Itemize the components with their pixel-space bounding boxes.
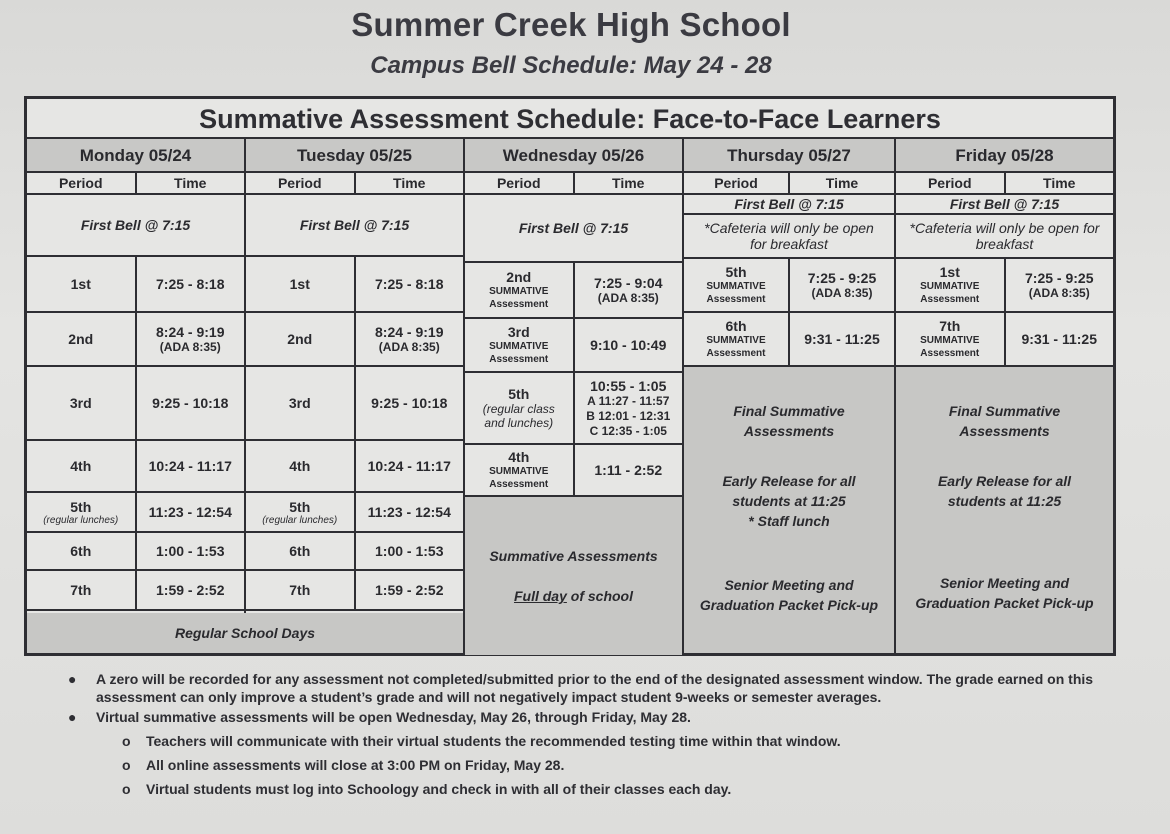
table-row (246, 533, 463, 571)
tuesday-column (246, 139, 465, 653)
notes-section (68, 670, 1096, 798)
period-header: Period (465, 173, 575, 193)
period-cell (684, 259, 790, 311)
first-bell: First Bell @ 7:15 (684, 195, 894, 215)
time-header: Time (825, 175, 859, 191)
period-cell (465, 263, 575, 317)
period-subtext: and lunches) (484, 416, 554, 430)
time-value: 10:55 - 1:05 (590, 377, 667, 394)
table-row (246, 571, 463, 611)
senior-meeting: Senior Meeting and Graduation Packet Pick-up (699, 577, 879, 613)
table-row (27, 313, 244, 367)
time-header: Time (1043, 175, 1076, 191)
period-cell: 1st (246, 257, 356, 311)
ada-note: (ADA 8:35) (811, 286, 873, 300)
period-subtext: SUMMATIVE (706, 281, 766, 292)
period-cell: 1st (27, 257, 137, 311)
time-cell: 7:25 - 8:18 (156, 276, 225, 292)
school-title: Summer Creek High School (351, 6, 791, 43)
period-subtext: SUMMATIVE (706, 335, 766, 346)
time-cell (1006, 259, 1114, 311)
first-bell: First Bell @ 7:15 (465, 195, 682, 263)
table-row (465, 319, 682, 373)
time-value: 7:25 - 9:25 (1025, 270, 1094, 286)
full-day-rest: of school (566, 588, 634, 604)
period-subtext: Assessment (706, 348, 766, 359)
table-row (246, 367, 463, 441)
period-cell: 2nd (27, 313, 137, 365)
period-subtext: SUMMATIVE (489, 286, 549, 297)
period-subtext: Assessment (489, 479, 549, 490)
bullet-icon: ● (68, 709, 77, 725)
day-header: Wednesday 05/26 (465, 139, 682, 173)
cafeteria-note: *Cafeteria will only be open for breakfast (896, 215, 1113, 259)
ada-note: (ADA 8:35) (1028, 286, 1090, 300)
time-cell (356, 313, 464, 365)
time-cell: 9:31 - 11:25 (1021, 331, 1097, 347)
time-cell: 10:24 - 11:17 (367, 458, 451, 474)
table-row (27, 257, 244, 313)
friday-column (896, 139, 1113, 653)
period-subtext: (regular lunches) (43, 514, 119, 526)
period-subtext: Assessment (920, 294, 980, 305)
early-release: Early Release for all students at 11:25 (937, 473, 1072, 509)
subnote-text: Virtual students must log into Schoology and check in with all of their classes each day. (146, 781, 732, 797)
period-cell (896, 313, 1006, 365)
time-cell: 1:11 - 2:52 (594, 462, 663, 478)
period-subtext: SUMMATIVE (489, 466, 549, 477)
time-cell: 9:25 - 10:18 (152, 395, 229, 411)
table-row (27, 367, 244, 441)
period-cell (684, 313, 790, 365)
period-cell (465, 319, 575, 371)
period-subtext: (regular lunches) (262, 514, 338, 526)
time-header: Time (174, 175, 207, 191)
period-cell: 7th (27, 571, 137, 609)
final-assessments: Final Summative Assessments (948, 403, 1061, 439)
circle-bullet-icon: o (122, 757, 131, 773)
time-header: Time (612, 175, 645, 191)
period-header: Period (246, 173, 356, 193)
period-cell (27, 493, 137, 531)
period-value: 4th (508, 449, 530, 465)
table-row (27, 441, 244, 493)
table-row (896, 259, 1113, 313)
day-header: Tuesday 05/25 (246, 139, 463, 173)
senior-meeting: Senior Meeting and Graduation Packet Pick-up (915, 575, 1094, 611)
column-headers (684, 173, 894, 195)
period-subtext: Assessment (489, 354, 549, 365)
time-cell (790, 259, 894, 311)
circle-bullet-icon: o (122, 733, 131, 749)
note-item (68, 670, 1096, 706)
early-release: Early Release for all students at 11:25 (722, 473, 856, 509)
period-cell: 2nd (246, 313, 356, 365)
time-cell: 9:31 - 11:25 (804, 331, 880, 347)
final-assessments: Final Summative Assessments (733, 403, 845, 439)
first-bell: First Bell @ 7:15 (896, 195, 1113, 215)
period-value: 5th (508, 386, 530, 402)
time-cell: 7:25 - 8:18 (375, 276, 444, 292)
time-cell: 10:24 - 11:17 (148, 458, 232, 474)
period-cell (465, 445, 575, 495)
table-row (684, 259, 894, 313)
period-value: 1st (939, 264, 960, 280)
period-cell (246, 493, 356, 531)
lunch-a: A 11:27 - 11:57 (587, 393, 670, 408)
staff-lunch: * Staff lunch (748, 513, 830, 529)
subnote-item (76, 756, 1096, 774)
time-value: 7:25 - 9:25 (807, 270, 877, 286)
bullet-icon: ● (68, 671, 77, 687)
table-row (465, 263, 682, 319)
period-header: Period (684, 173, 790, 193)
table-row (465, 445, 682, 497)
period-value: 3rd (507, 324, 530, 340)
subnote-text: All online assessments will close at 3:00 PM on Friday, May 28. (146, 757, 565, 773)
full-day-label (514, 588, 633, 604)
circle-bullet-icon: o (122, 781, 131, 797)
period-value: 5th (289, 498, 311, 515)
period-value: 5th (70, 498, 92, 515)
ada-note: (ADA 8:35) (597, 291, 659, 305)
time-cell (575, 373, 683, 443)
ada-note: (ADA 8:35) (159, 340, 221, 354)
wednesday-column (465, 139, 684, 653)
period-cell: 4th (27, 441, 137, 491)
monday-column (27, 139, 246, 653)
period-subtext: SUMMATIVE (489, 341, 549, 352)
column-headers (465, 173, 682, 195)
note-text: A zero will be recorded for any assessment not completed/submitted prior to the end of the designated assessment window. The grade earned on this assessment can only improve a student’s grade and will not negatively impact student 9-weeks or semester averages. (96, 671, 1094, 705)
time-value: 8:24 - 9:19 (375, 324, 444, 340)
time-cell: 1:00 - 1:53 (375, 543, 444, 559)
time-header: Time (393, 175, 426, 191)
table-row (246, 257, 463, 313)
period-cell (896, 259, 1006, 311)
period-subtext: SUMMATIVE (920, 335, 980, 346)
lunch-c: C 12:35 - 1:05 (589, 423, 667, 438)
period-subtext: Assessment (489, 299, 549, 310)
time-cell: 9:25 - 10:18 (371, 395, 448, 411)
period-subtext: Assessment (920, 348, 980, 359)
time-cell (137, 313, 245, 365)
note-item (68, 708, 1096, 726)
table-row (465, 373, 682, 445)
period-cell (465, 373, 575, 443)
period-cell: 6th (246, 533, 356, 569)
time-cell: 1:59 - 2:52 (375, 582, 444, 598)
column-headers (27, 173, 244, 195)
ada-note: (ADA 8:35) (378, 340, 440, 354)
period-cell: 4th (246, 441, 356, 491)
period-subtext: Assessment (706, 294, 766, 305)
time-cell: 9:10 - 10:49 (590, 337, 667, 353)
time-cell: 1:00 - 1:53 (156, 543, 225, 559)
wednesday-summary (465, 497, 682, 655)
day-header: Monday 05/24 (27, 139, 244, 173)
schedule-table (24, 96, 1116, 656)
regular-days-footer: Regular School Days (27, 613, 465, 653)
period-header: Period (896, 173, 1006, 193)
table-row (27, 571, 244, 611)
subnote-item (76, 780, 1096, 798)
first-bell: First Bell @ 7:15 (27, 195, 244, 257)
period-cell: 3rd (27, 367, 137, 439)
table-row (896, 313, 1113, 367)
table-row (246, 313, 463, 367)
day-header: Thursday 05/27 (684, 139, 894, 173)
note-text: Virtual summative assessments will be open Wednesday, May 26, through Friday, May 28. (96, 709, 691, 725)
table-title: Summative Assessment Schedule: Face-to-Face Learners (27, 99, 1113, 139)
period-subtext: SUMMATIVE (920, 281, 980, 292)
table-row (27, 533, 244, 571)
period-value: 6th (725, 318, 747, 334)
time-cell (575, 263, 683, 317)
summative-label: Summative Assessments (489, 548, 658, 564)
period-cell: 3rd (246, 367, 356, 439)
column-headers (246, 173, 463, 195)
table-row (246, 441, 463, 493)
lunch-b: B 12:01 - 12:31 (586, 408, 671, 423)
period-cell: 7th (246, 571, 356, 609)
period-value: 7th (939, 318, 961, 334)
time-value: 7:25 - 9:04 (594, 275, 663, 291)
first-bell: First Bell @ 7:15 (246, 195, 463, 257)
cafeteria-note: *Cafeteria will only be open for breakfast (684, 215, 894, 259)
time-value: 8:24 - 9:19 (156, 324, 225, 340)
day-header: Friday 05/28 (896, 139, 1113, 173)
thursday-summary (684, 367, 894, 653)
full-day-underlined: Full day (513, 588, 567, 604)
time-cell: 1:59 - 2:52 (156, 582, 225, 598)
schedule-subtitle: Campus Bell Schedule: May 24 - 28 (370, 52, 772, 79)
subnote-text: Teachers will communicate with their virtual students the recommended testing time within that window. (146, 733, 841, 749)
period-header: Period (27, 173, 137, 193)
time-cell: 11:23 - 12:54 (148, 504, 232, 520)
column-headers (896, 173, 1113, 195)
period-subtext: (regular class (482, 402, 555, 416)
period-cell: 6th (27, 533, 137, 569)
table-row (246, 493, 463, 533)
friday-summary (896, 367, 1113, 653)
period-value: 5th (725, 264, 747, 280)
table-row (684, 313, 894, 367)
table-row (27, 493, 244, 533)
subnote-item (76, 732, 1096, 750)
period-value: 2nd (506, 269, 532, 285)
thursday-column (684, 139, 896, 653)
time-cell: 11:23 - 12:54 (367, 504, 451, 520)
